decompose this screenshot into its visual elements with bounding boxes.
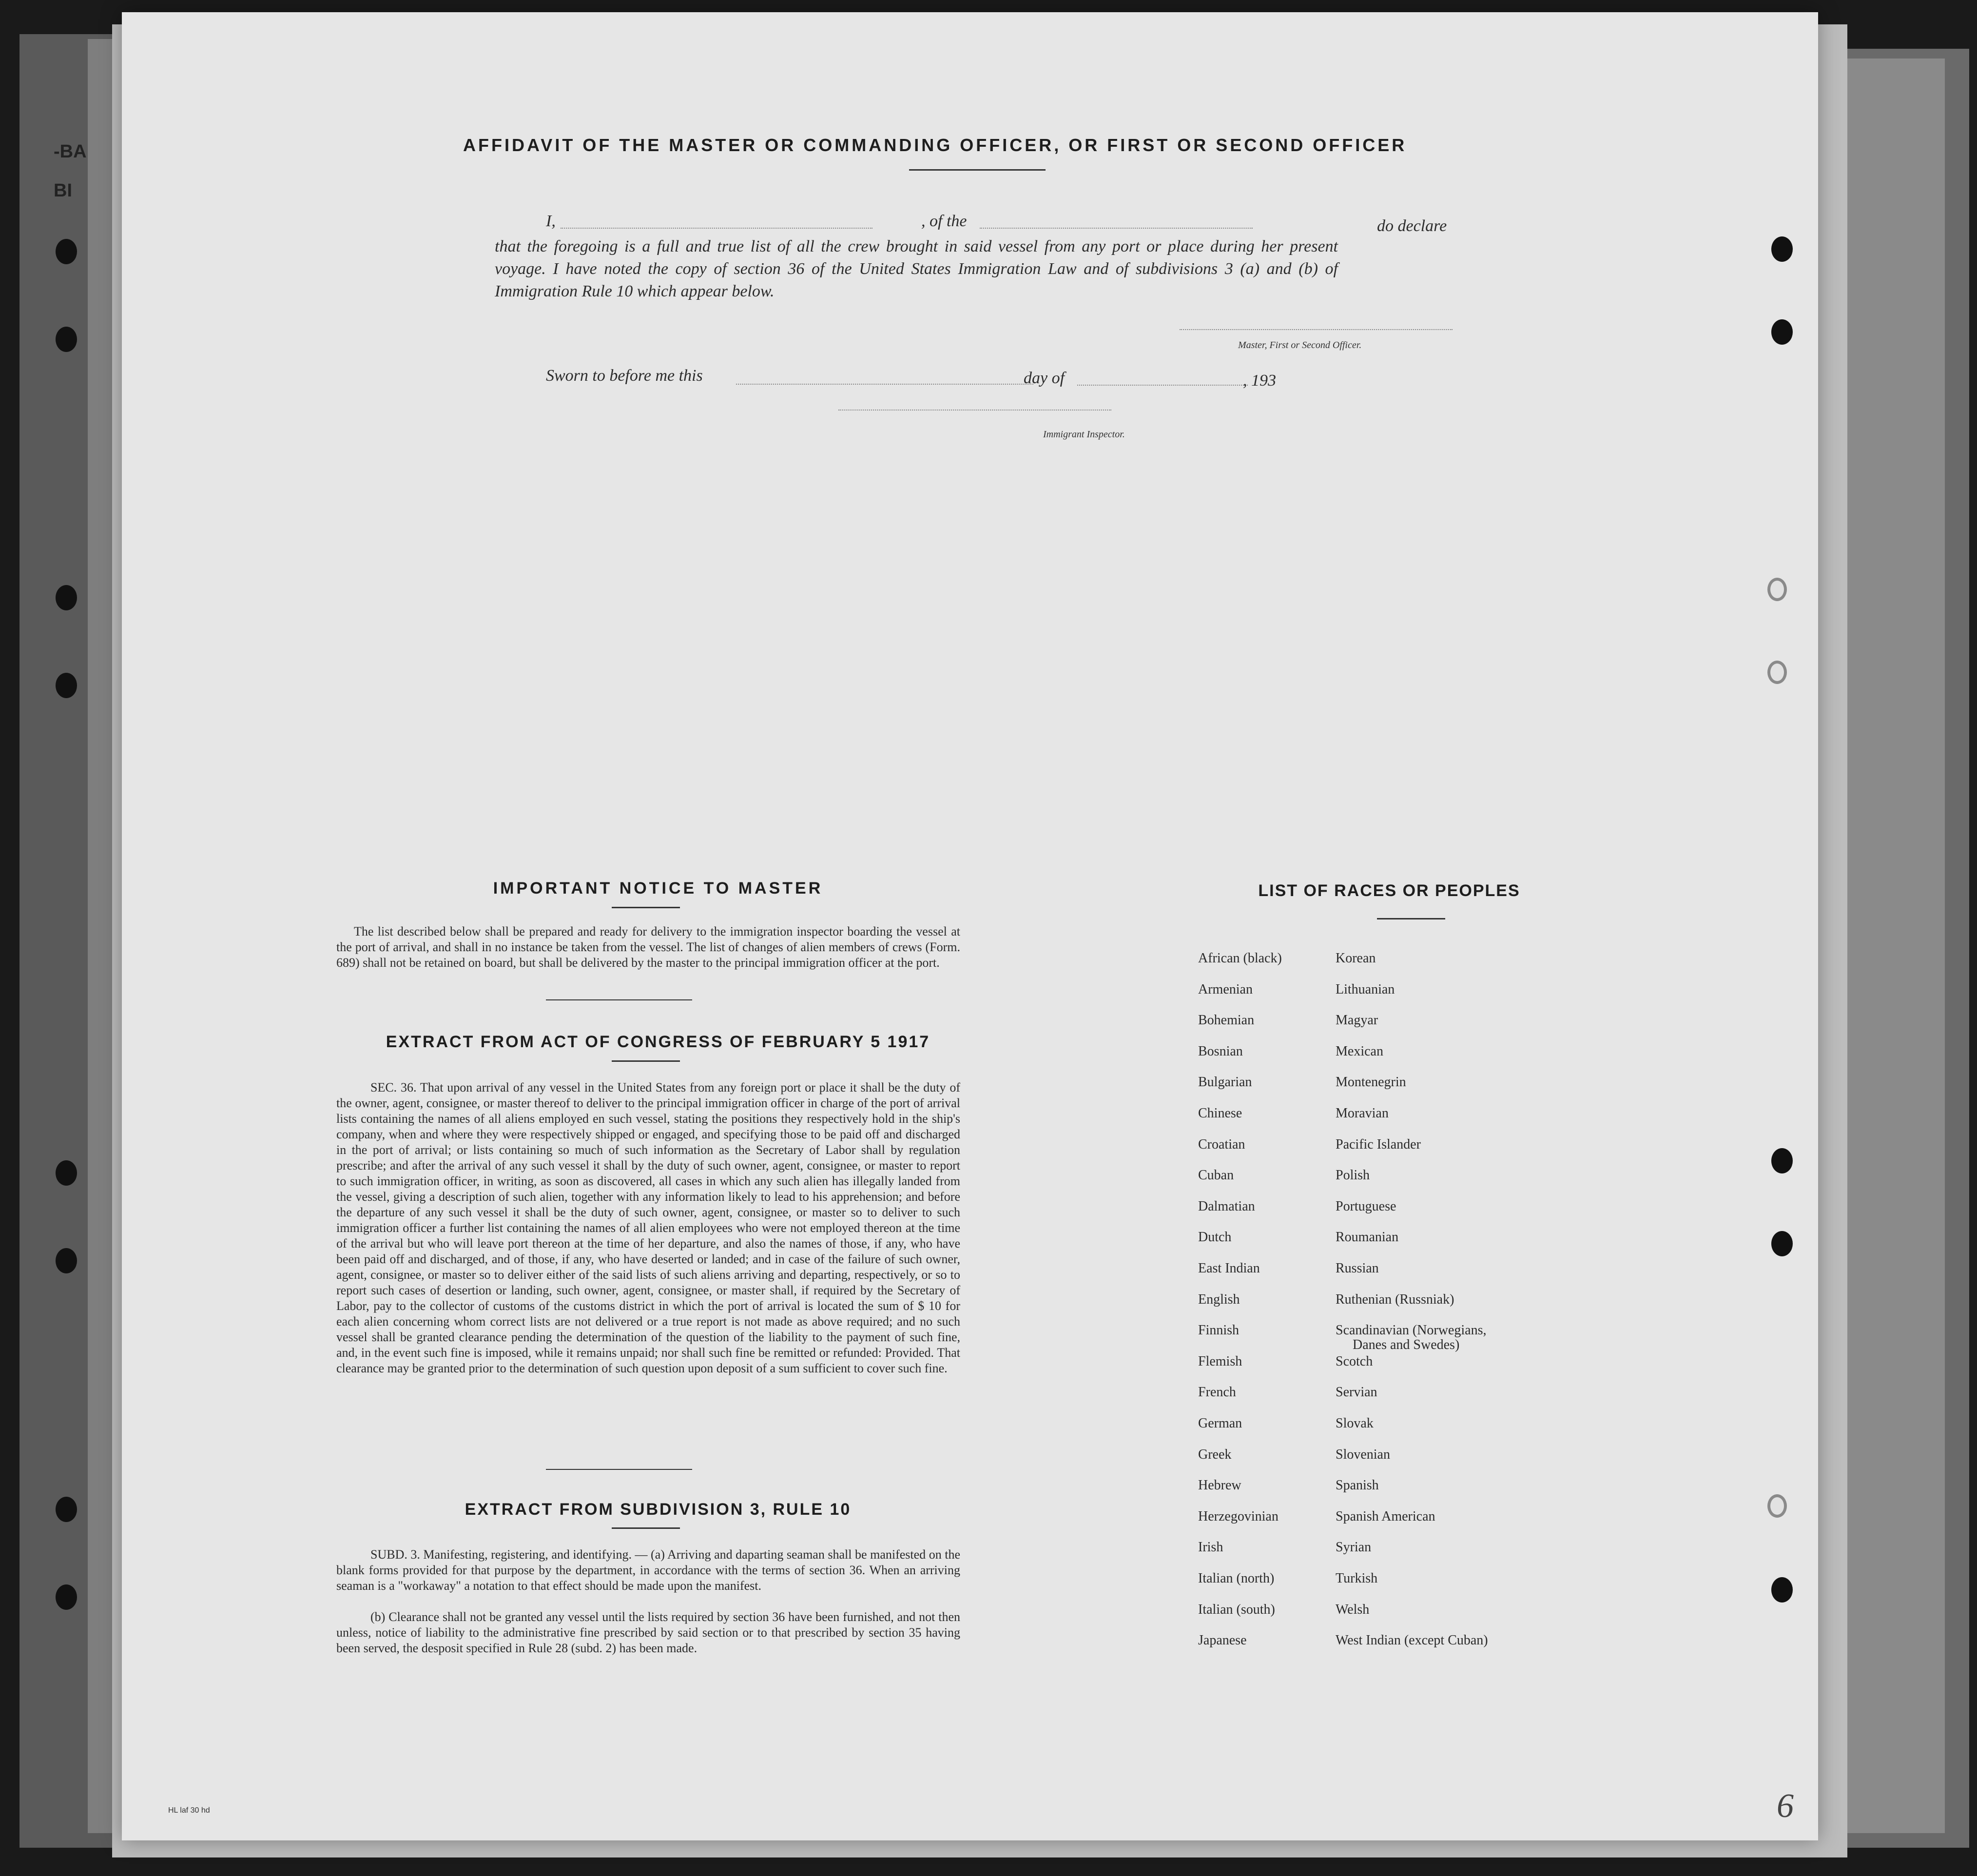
master-signature-label: Master, First or Second Officer. <box>1238 340 1362 351</box>
punch-hole <box>1771 236 1793 262</box>
affiant-name-line[interactable] <box>561 228 872 229</box>
act-divider <box>546 1469 692 1470</box>
races-list-item: East Indian <box>1198 1261 1260 1276</box>
races-list-item: Italian (north) <box>1198 1571 1275 1586</box>
form-page <box>122 12 1818 1840</box>
races-list-item: Montenegrin <box>1336 1075 1406 1090</box>
punch-hole <box>1771 319 1793 345</box>
notice-title-rule <box>612 907 680 908</box>
title-rule <box>909 169 1046 171</box>
races-list-item: Spanish American <box>1336 1508 1435 1524</box>
sworn-day-line[interactable] <box>736 384 1033 385</box>
races-list-item: Slovak <box>1336 1416 1374 1431</box>
act-title-rule <box>612 1060 680 1062</box>
affidavit-line-2: voyage. I have noted the copy of section 36 of the United States Immigration Law and of subdivisions 3 (a) and (b) of <box>495 260 1338 278</box>
rule-title: EXTRACT FROM SUBDIVISION 3, RULE 10 <box>465 1500 852 1519</box>
races-list-item: Roumanian <box>1336 1230 1399 1245</box>
rule-title-rule <box>612 1527 680 1529</box>
punch-hole <box>1767 661 1787 684</box>
races-list-item: Herzegovinian <box>1198 1508 1279 1524</box>
margin-stamp-1: -BA <box>54 141 87 162</box>
races-list-item: Mexican <box>1336 1043 1383 1059</box>
affidavit-declare-label: do declare <box>1377 217 1447 235</box>
races-list-item: Lithuanian <box>1336 981 1395 997</box>
punch-hole <box>1771 1577 1793 1602</box>
races-list-item: Dalmatian <box>1198 1198 1255 1214</box>
races-list-item: Portuguese <box>1336 1198 1396 1214</box>
races-list-item: Bohemian <box>1198 1013 1255 1028</box>
notice-title: IMPORTANT NOTICE TO MASTER <box>493 879 823 898</box>
races-list-item: Chinese <box>1198 1106 1242 1121</box>
punch-hole <box>56 585 77 610</box>
races-list-item: Hebrew <box>1198 1478 1241 1493</box>
races-list-item: Dutch <box>1198 1230 1232 1245</box>
races-list-item: Bosnian <box>1198 1043 1243 1059</box>
races-list-item-continuation: Danes and Swedes) <box>1353 1337 1460 1352</box>
rule-para-b: (b) Clearance shall not be granted any vessel until the lists required by section 36 have been furnished, and not then unless, notice of liability to the administrative fine prescribed by said section or to that prescribed by section 35 having been served, the desposit specified in Rule 28 (subd. 2) has been made. <box>336 1610 960 1655</box>
races-list-item: Bulgarian <box>1198 1075 1252 1090</box>
handwritten-mark: 6 <box>1777 1787 1794 1825</box>
races-list-item: Flemish <box>1198 1353 1242 1369</box>
sworn-label: Sworn to before me this <box>546 367 703 385</box>
punch-hole <box>56 239 77 264</box>
races-list-item: Italian (south) <box>1198 1602 1275 1617</box>
races-list-item: English <box>1198 1291 1240 1307</box>
races-list-item: Croatian <box>1198 1136 1245 1152</box>
punch-hole <box>56 1497 77 1522</box>
races-list-item: Scotch <box>1336 1353 1373 1369</box>
races-list-item: Irish <box>1198 1540 1223 1555</box>
notice-divider <box>546 999 692 1000</box>
races-list-item: Greek <box>1198 1446 1232 1462</box>
races-list-item: Welsh <box>1336 1602 1370 1617</box>
sworn-month-line[interactable] <box>1077 385 1248 386</box>
races-list-item: Polish <box>1336 1168 1370 1183</box>
act-text: SEC. 36. That upon arrival of any vessel in the United States from any foreign port or place it shall be the duty of the owner, agent, consignee, or master thereof to deliver to the principal immigration officer in charge of the port of arrival lists containing the names of all aliens employed en such vessel, stating the positions they respectively hold in the ship's company, when and where they were respectively shipped or engaged, and specifying those to be paid off and discharged in the port of arrival; or lists containing so much of such information as the Secretary of Labor shall by regulation prescribe; and after the arrival of any such vessel it shall by the duty of such owner, agent, consignee, or master to report to such immigration officer, in writing, as soon as discovered, all cases in which any such alien has illegally landed from the vessel, giving a description of such alien, together with any information likely to lead to his apprehension; and before the departure of any such vessel it shall be the duty of such owner, agent, consignee, or master so to deliver to such immigration officer a further list containing the names of all alien employees who were not employed thereon at the time of the arrival but who will leave port thereon at the time of her departure, and also the names of those, if any, who have been paid off and discharged, and of those, if any, who have deserted or landed; and in case of the failure of such owner, agent, consignee, or master so to deliver either of the said lists of such aliens arriving and departing, respectively, or so to report such cases of desertion or landing, such owner, agent, consignee, or master shall, if required by the Secretary of Labor, pay to the collector of customs of the customs district in which the port of arrival is located the sum of $ 10 for each alien concerning whom correct lists are not delivered or a true report is not made as above required; and no such vessel shall be granted clearance pending the determination of the question of the liability to the payment of such fine, and, in the event such fine is imposed, while it remains unpaid; nor shall such fine be remitted or refunded: Provided. That clearance may be granted prior to the determination of such question upon deposit of a sum sufficient to cover such fine. <box>336 1080 960 1375</box>
year-label: , 193 <box>1243 371 1276 390</box>
act-title: EXTRACT FROM ACT OF CONGRESS OF FEBRUARY 5 1917 <box>386 1033 930 1051</box>
races-list-item: French <box>1198 1385 1236 1400</box>
races-list-item: Scandinavian (Norwegians, <box>1336 1323 1487 1338</box>
punch-hole <box>56 1248 77 1273</box>
races-list-item: Servian <box>1336 1385 1377 1400</box>
races-list-item: Finnish <box>1198 1323 1240 1338</box>
races-list-item: Japanese <box>1198 1633 1247 1648</box>
punch-hole <box>56 673 77 698</box>
races-list-item: Cuban <box>1198 1168 1234 1183</box>
races-list-item: Spanish <box>1336 1478 1379 1493</box>
day-of-label: day of <box>1024 369 1065 387</box>
punch-hole <box>56 1160 77 1186</box>
form-code: HL laf 30 hd <box>168 1806 210 1815</box>
punch-hole <box>56 1584 77 1610</box>
notice-text: The list described below shall be prepared and ready for delivery to the immigration inspector boarding the vessel at the port of arrival, and shall in no instance be taken from the vessel. The list of changes of alien members of crews (Form. 689) shall not be retained on board, but shall be delivered by the master to the principal immigration officer at the port. <box>336 924 960 970</box>
races-list-item: Magyar <box>1336 1013 1378 1028</box>
affidavit-i-label: I, <box>546 212 556 230</box>
races-title: LIST OF RACES OR PEOPLES <box>1258 881 1520 900</box>
affidavit-line-1: that the foregoing is a full and true list of all the crew brought in said vessel from any port or place during her present <box>495 237 1338 255</box>
inspector-label: Immigrant Inspector. <box>1043 429 1125 440</box>
affidavit-title: AFFIDAVIT OF THE MASTER OR COMMANDING OFFICER, OR FIRST OR SECOND OFFICER <box>463 135 1407 155</box>
punch-hole <box>1771 1231 1793 1256</box>
punch-hole <box>1767 1494 1787 1518</box>
margin-stamp-2: BI <box>54 180 72 201</box>
races-list-item: Ruthenian (Russniak) <box>1336 1291 1454 1307</box>
races-list-item: Russian <box>1336 1261 1379 1276</box>
races-list-item: Korean <box>1336 951 1376 966</box>
races-list-item: Moravian <box>1336 1106 1389 1121</box>
races-list-item: Turkish <box>1336 1571 1378 1586</box>
races-list-item: German <box>1198 1416 1242 1431</box>
affidavit-line-3: Immigration Rule 10 which appear below. <box>495 282 775 300</box>
races-list-item: Armenian <box>1198 981 1253 997</box>
master-signature-line[interactable] <box>1180 329 1453 330</box>
races-list-item: African (black) <box>1198 951 1282 966</box>
affidavit-of-the-label: , of the <box>921 212 967 230</box>
races-list-item: Pacific Islander <box>1336 1136 1421 1152</box>
punch-hole <box>1771 1148 1793 1173</box>
races-list-item: Slovenian <box>1336 1446 1390 1462</box>
races-title-rule <box>1377 918 1445 919</box>
races-list-item: Syrian <box>1336 1540 1372 1555</box>
vessel-name-line[interactable] <box>980 228 1253 229</box>
punch-hole <box>56 327 77 352</box>
rule-para-a: SUBD. 3. Manifesting, registering, and identifying. — (a) Arriving and daparting seaman shall be manifested on the blank forms provided for that purpose by the department, in accordance with the terms of section 36. When an arriving seaman is a "workaway" a notation to that effect should be made upon the manifest. <box>336 1547 960 1593</box>
punch-hole <box>1767 578 1787 601</box>
races-list-item: West Indian (except Cuban) <box>1336 1633 1488 1648</box>
